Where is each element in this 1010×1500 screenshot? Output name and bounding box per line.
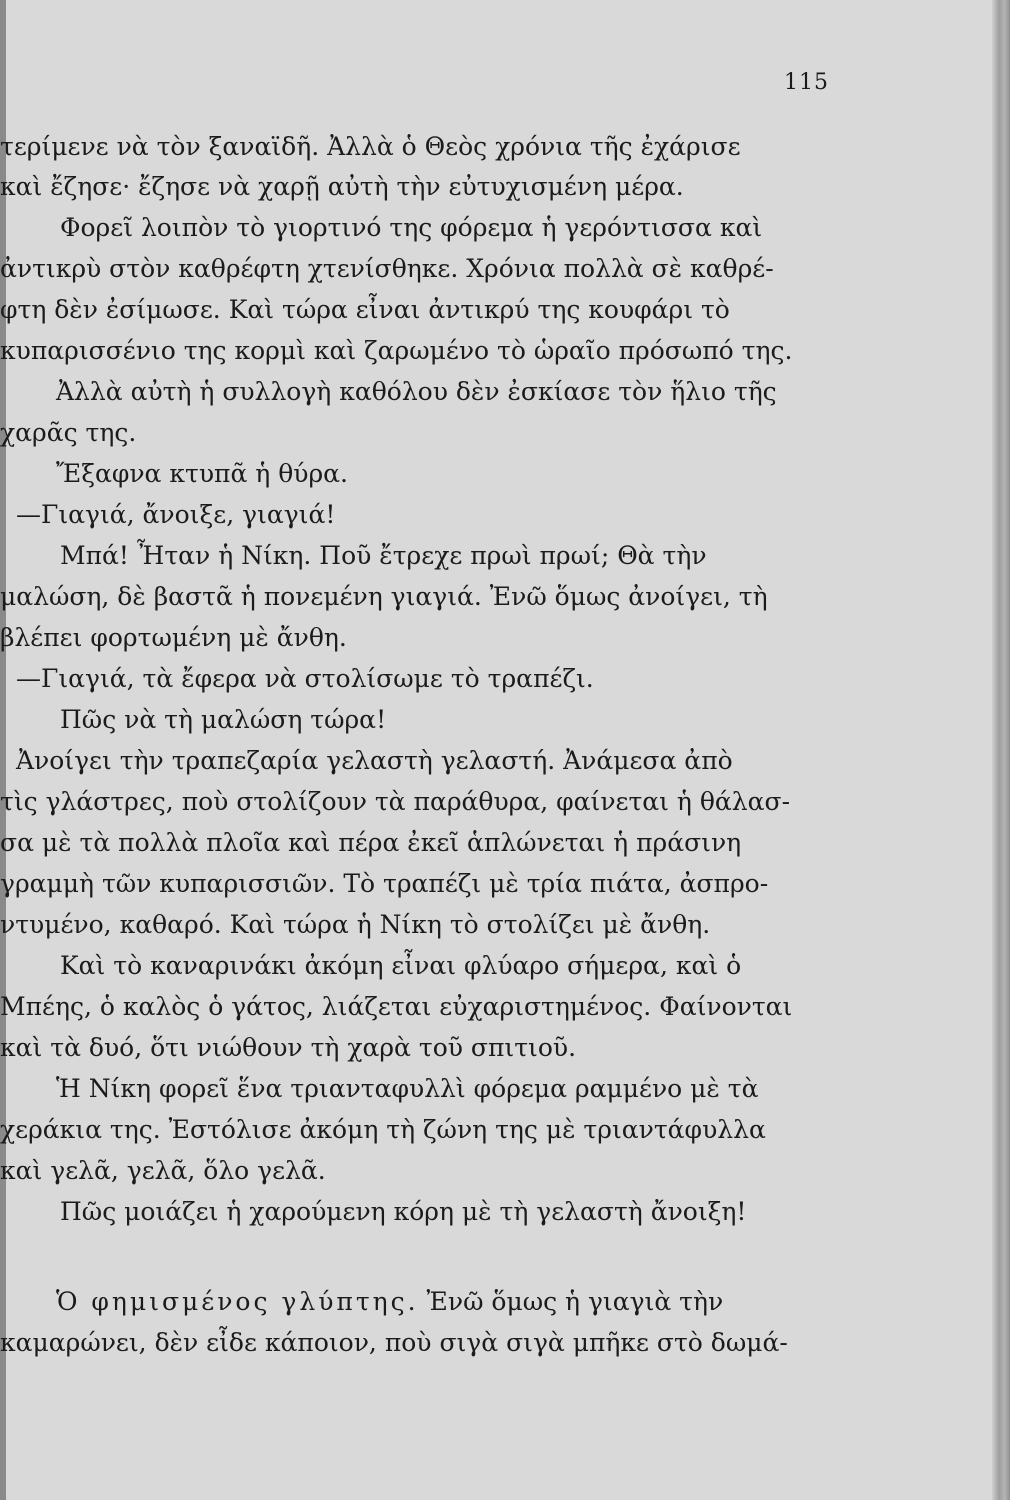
text-line: Μπά! Ἦταν ἡ Νίκη. Ποῦ ἔτρεχε πρωὶ πρωί; Θὰ τὴν (60, 541, 707, 570)
page-left-edge (0, 0, 6, 1500)
text-line: φτη δὲν ἐσίμωσε. Καὶ τώρα εἶναι ἀντικρύ της κουφάρι τὸ (0, 295, 730, 324)
text-line: καὶ τὰ δυό, ὅτι νιώθουν τὴ χαρὰ τοῦ σπιτιοῦ. (0, 1033, 577, 1062)
text-line: ἀντικρὺ στὸν καθρέφτη χτενίσθηκε. Χρόνια πολλὰ σὲ καθρέ- (0, 254, 774, 283)
text-line: σα μὲ τὰ πολλὰ πλοῖα καὶ πέρα ἐκεῖ ἁπλώνεται ἡ πράσινη (0, 828, 742, 857)
text-line: Ἀλλὰ αὐτὴ ἡ συλλογὴ καθόλου δὲν ἐσκίασε τὸν ἥλιο τῆς (56, 377, 777, 406)
text-line: καὶ ἔζησε· ἔζησε νὰ χαρῇ αὐτὴ τὴν εὐτυχισμένη μέρα. (0, 172, 684, 201)
text-line: χαρᾶς της. (0, 418, 137, 447)
text-line: —Γιαγιά, τὰ ἔφερα νὰ στολίσωμε τὸ τραπέζι. (16, 664, 594, 693)
text-line: τὶς γλάστρες, ποὺ στολίζουν τὰ παράθυρα, φαίνεται ἡ θάλασ- (0, 787, 791, 816)
section-start-line (56, 1287, 723, 1317)
text-line: τερίμενε νὰ τὸν ξαναϊδῆ. Ἀλλὰ ὁ Θεὸς χρόνια τῆς ἐχάρισε (0, 132, 741, 161)
text-line: κυπαρισσένιο της κορμὶ καὶ ζαρωμένο τὸ ὡραῖο πρόσωπό της. (0, 336, 793, 365)
text-line: μαλώση, δὲ βαστᾶ ἡ πονεμένη γιαγιά. Ἐνῶ ὅμως ἀνοίγει, τὴ (0, 582, 768, 611)
page-number: 115 (784, 70, 829, 95)
section-heading: Ὁ φημισμένος γλύπτης. (56, 1287, 419, 1316)
text-line: Μπέης, ὁ καλὸς ὁ γάτος, λιάζεται εὐχαριστημένος. Φαίνονται (0, 992, 793, 1021)
text-line: —Γιαγιά, ἄνοιξε, γιαγιά! (16, 500, 336, 529)
text-line: Πῶς μοιάζει ἡ χαρούμενη κόρη μὲ τὴ γελαστὴ ἄνοιξη! (60, 1197, 747, 1226)
text-line: Ἀνοίγει τὴν τραπεζαρία γελαστὴ γελαστή. Ἀνάμεσα ἀπὸ (16, 746, 733, 775)
text-line: χεράκια της. Ἐστόλισε ἀκόμη τὴ ζώνη της μὲ τριαντάφυλλα (0, 1115, 766, 1144)
text-line: καὶ γελᾶ, γελᾶ, ὅλο γελᾶ. (0, 1156, 326, 1185)
text-line: ντυμένο, καθαρό. Καὶ τώρα ἡ Νίκη τὸ στολίζει μὲ ἄνθη. (0, 910, 711, 939)
text-line: Ἡ Νίκη φορεῖ ἕνα τριανταφυλλὶ φόρεμα ραμμένο μὲ τὰ (56, 1074, 759, 1103)
show-through-text (700, 420, 1000, 820)
section-text: Ἐνῶ ὅμως ἡ γιαγιὰ τὴν (418, 1287, 724, 1316)
text-line: βλέπει φορτωμένη μὲ ἄνθη. (0, 623, 347, 652)
text-line: Ἔξαφνα κτυπᾶ ἡ θύρα. (56, 459, 349, 488)
text-line: καμαρώνει, δὲν εἶδε κάποιον, ποὺ σιγὰ σιγὰ μπῆκε στὸ δωμά- (0, 1328, 788, 1357)
text-line: Πῶς νὰ τὴ μαλώση τώρα! (60, 705, 387, 734)
text-line: γραμμὴ τῶν κυπαρισσιῶν. Τὸ τραπέζι μὲ τρία πιάτα, ἀσπρο- (0, 869, 769, 898)
text-line: Φορεῖ λοιπὸν τὸ γιορτινό της φόρεμα ἡ γερόντισσα καὶ (60, 213, 763, 242)
text-line: Καὶ τὸ καναρινάκι ἀκόμη εἶναι φλύαρο σήμερα, καὶ ὁ (60, 951, 742, 980)
